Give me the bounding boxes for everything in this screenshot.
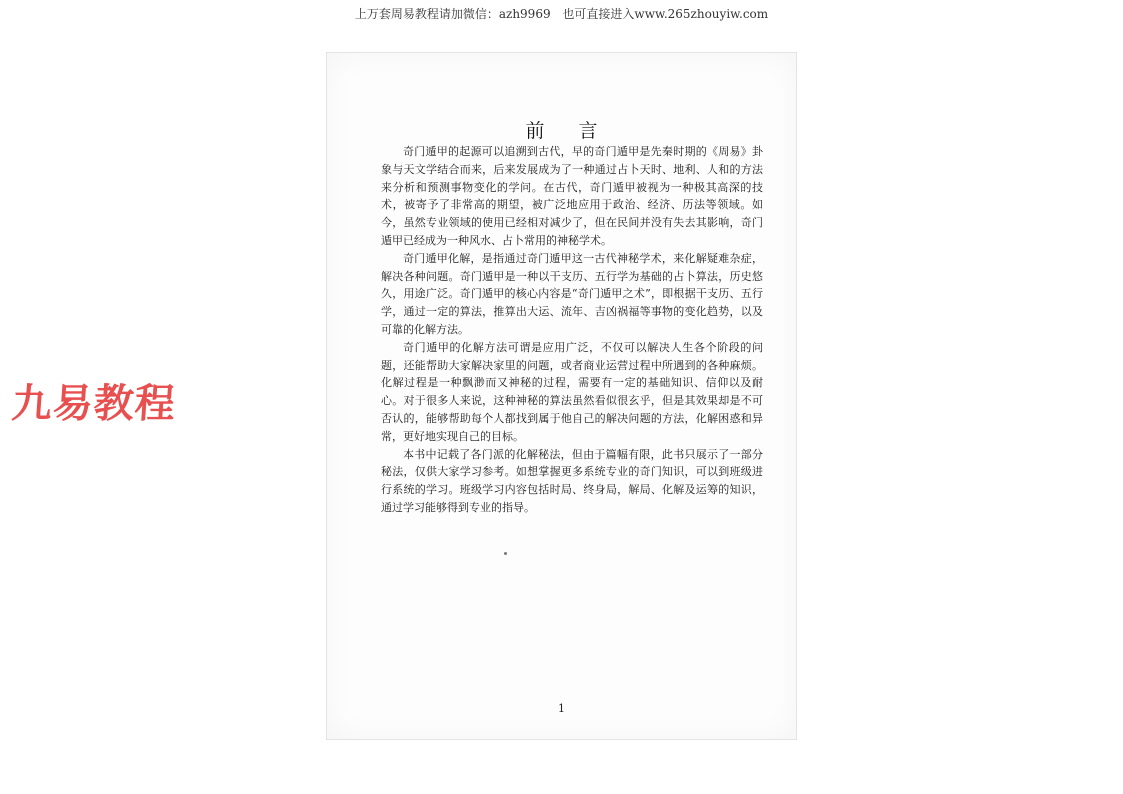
document-body	[381, 143, 763, 517]
page-number: 1	[558, 702, 565, 715]
document-page	[326, 52, 797, 740]
paragraph-definition: 奇门遁甲化解，是指通过奇门遁甲这一古代神秘学术，来化解疑难杂症，解决各种问题。奇门遁甲是一种以干支历、五行学为基础的占卜算法，历史悠久，用途广泛。奇门遁甲的核心内容是“奇门遁甲之术”，即根据干支历、五行学，通过一定的算法，推算出大运、流年、吉凶祸福等事物的变化趋势，以及可靠的化解方法。	[381, 251, 763, 336]
paragraph-book-content: 本书中记载了各门派的化解秘法，但由于篇幅有限，此书只展示了一部分秘法，仅供大家学习参考。如想掌握更多系统专业的奇门知识，可以到班级进行系统的学习。班级学习内容包括时局、终身局，解局、化解及运筹的知识，通过学习能够得到专业的指导。	[381, 447, 763, 514]
paragraph-methods: 奇门遁甲的化解方法可谓是应用广泛，不仅可以解决人生各个阶段的问题，还能帮助大家解决家里的问题，或者商业运营过程中所遇到的各种麻烦。化解过程是一种飘渺而又神秘的过程，需要有一定的基础知识、信仰以及耐心。对于很多人来说，这种神秘的算法虽然看似很玄乎，但是其效果却是不可否认的，能够帮助每个人都找到属于他自己的解决问题的方法，化解困惑和异常，更好地实现自己的目标。	[381, 340, 763, 443]
watermark-logo: 九易教程	[10, 381, 178, 427]
banner-website-text: 也可直接进入www.265zhouyiw.com	[562, 7, 769, 21]
banner-wechat-text: 上万套周易教程请加微信：azh9969	[354, 7, 551, 21]
top-banner	[0, 5, 1123, 22]
paragraph-origin: 奇门遁甲的起源可以追溯到古代，早的奇门遁甲是先秦时期的《周易》卦象与天文学结合而来，后来发展成为了一种通过占卜天时、地利、人和的方法来分析和预测事物变化的学问。在古代，奇门遁甲被视为一种极其高深的技术，被寄予了非常高的期望，被广泛地应用于政治、经济、历法等领域。如今，虽然专业领域的使用已经相对减少了，但在民间并没有失去其影响，奇门遁甲已经成为一种风水、占卜常用的神秘学术。	[381, 145, 763, 247]
page-title: 前 言	[525, 120, 612, 142]
scan-speck	[504, 552, 507, 555]
